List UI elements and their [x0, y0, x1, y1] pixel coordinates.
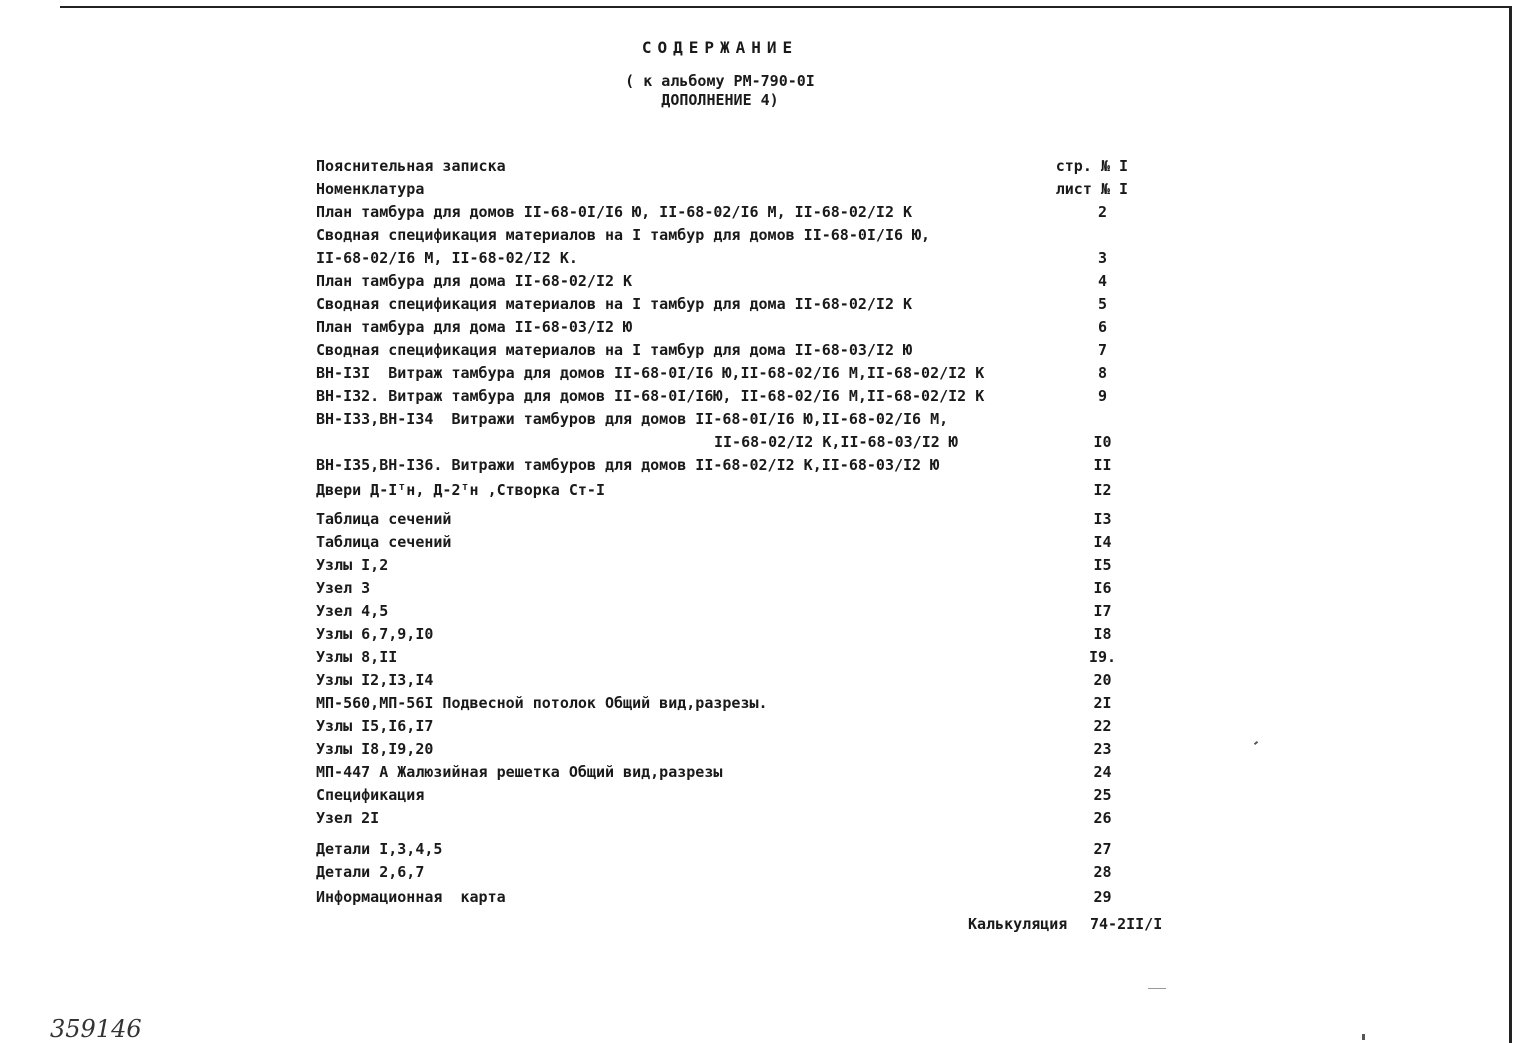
toc-entry-page: 26: [1093, 809, 1112, 827]
toc-entry-page: I0: [1093, 433, 1112, 451]
toc-entry-label: Спецификация: [316, 786, 425, 804]
toc-entry-page: I8: [1093, 625, 1112, 643]
toc-entry-page: 23: [1093, 740, 1112, 758]
toc-entry-label: Узел 2I: [316, 809, 380, 827]
toc-entry-label: II-68-02/I2 К,II-68-03/I2 Ю: [714, 433, 958, 451]
toc-entry-label: Узлы 6,7,9,I0: [316, 625, 434, 643]
subtitle-supplement: ДОПОЛНЕНИЕ 4): [661, 91, 779, 109]
toc-entry-label: Детали 2,6,7: [316, 863, 425, 881]
toc-entry-page: I9.: [1088, 648, 1117, 666]
toc-entry-page: 28: [1093, 863, 1112, 881]
toc-entry-page: 2I: [1093, 694, 1112, 712]
toc-entry-label: Сводная спецификация материалов на I тамбур для домов II-68-0I/I6 Ю,: [316, 226, 931, 244]
toc-entry-page: 7: [1097, 341, 1108, 359]
toc-entry-ref: стр. № I: [1055, 157, 1128, 175]
toc-entry-page: 4: [1097, 272, 1108, 290]
toc-entry-page: 9: [1097, 387, 1108, 405]
scan-speck: [1254, 741, 1258, 745]
toc-entry-label: План тамбура для дома II-68-03/I2 Ю: [316, 318, 633, 336]
toc-entry-label: МП-447 А Жалюзийная решетка Общий вид,разрезы: [316, 763, 723, 781]
toc-entry-label: Двери Д-Iᵀн, Д-2ᵀн ,Створка Ст-I: [316, 481, 605, 499]
toc-entry-label: Узел 4,5: [316, 602, 389, 620]
toc-entry-page: 8: [1097, 364, 1108, 382]
toc-entry-page: 2: [1097, 203, 1108, 221]
toc-entry-label: Сводная спецификация материалов на I тамбур для дома II-68-02/I2 К: [316, 295, 913, 313]
toc-entry-label: Таблица сечений: [316, 533, 452, 551]
toc-entry-page: 25: [1093, 786, 1112, 804]
toc-entry-label: Номенклатура: [316, 180, 425, 198]
toc-entry-page: I3: [1093, 510, 1112, 528]
toc-entry-label: Узлы 8,II: [316, 648, 398, 666]
scan-speck: [1362, 1034, 1365, 1040]
toc-entry-page: I2: [1093, 481, 1112, 499]
toc-entry-page: 6: [1097, 318, 1108, 336]
toc-entry-label: Таблица сечений: [316, 510, 452, 528]
toc-entry-page: 24: [1093, 763, 1112, 781]
toc-entry-label: II-68-02/I6 М, II-68-02/I2 К.: [316, 249, 578, 267]
toc-entry-page: I5: [1093, 556, 1112, 574]
subtitle-album: ( к альбому РМ-790-0I: [625, 72, 815, 90]
toc-entry-label: План тамбура для дома II-68-02/I2 К: [316, 272, 633, 290]
toc-entry-page: I4: [1093, 533, 1112, 551]
toc-entry-label: Информационная карта: [316, 888, 506, 906]
toc-entry-label: Узлы I5,I6,I7: [316, 717, 434, 735]
toc-entry-label: МП-560,МП-56I Подвесной потолок Общий вид,разрезы.: [316, 694, 768, 712]
toc-entry-label: Узел 3: [316, 579, 371, 597]
document-title: СОДЕРЖАНИЕ: [641, 38, 799, 57]
toc-entry-page: 27: [1093, 840, 1112, 858]
toc-entry-page: 20: [1093, 671, 1112, 689]
toc-entry-page: 3: [1097, 249, 1108, 267]
toc-entry-page: I7: [1093, 602, 1112, 620]
toc-entry-label: ВН-I3I Витраж тамбура для домов II-68-0I/I6 Ю,II-68-02/I6 М,II-68-02/I2 К: [316, 364, 985, 382]
toc-entry-label: ВН-I32. Витраж тамбура для домов II-68-0I/I6Ю, II-68-02/I6 М,II-68-02/I2 К: [316, 387, 985, 405]
toc-entry-label: Детали I,3,4,5: [316, 840, 443, 858]
archive-stamp-number: 359146: [50, 1015, 142, 1043]
toc-entry-page: 22: [1093, 717, 1112, 735]
toc-entry-label: Сводная спецификация материалов на I тамбур для дома II-68-03/I2 Ю: [316, 341, 913, 359]
scan-speck: [1148, 988, 1166, 989]
toc-entry-page: II: [1093, 456, 1112, 474]
calculation-code: 74-2II/I: [1090, 915, 1163, 933]
toc-entry-label: Узлы I,2: [316, 556, 389, 574]
toc-entry-label: Узлы I8,I9,20: [316, 740, 434, 758]
frame-right-border: [1509, 6, 1512, 1043]
toc-entry-label: ВН-I33,ВН-I34 Витражи тамбуров для домов II-68-0I/I6 Ю,II-68-02/I6 М,: [316, 410, 949, 428]
toc-entry-label: Пояснительная записка: [316, 157, 506, 175]
toc-entry-page: 5: [1097, 295, 1108, 313]
frame-top-border: [60, 6, 1512, 8]
toc-entry-ref: лист № I: [1055, 180, 1128, 198]
toc-entry-label: План тамбура для домов II-68-0I/I6 Ю, II-68-02/I6 М, II-68-02/I2 К: [316, 203, 913, 221]
toc-entry-page: 29: [1093, 888, 1112, 906]
toc-entry-page: I6: [1093, 579, 1112, 597]
calculation-label: Калькуляция: [968, 915, 1068, 933]
toc-entry-label: ВН-I35,ВН-I36. Витражи тамбуров для домов II-68-02/I2 К,II-68-03/I2 Ю: [316, 456, 940, 474]
toc-entry-label: Узлы I2,I3,I4: [316, 671, 434, 689]
